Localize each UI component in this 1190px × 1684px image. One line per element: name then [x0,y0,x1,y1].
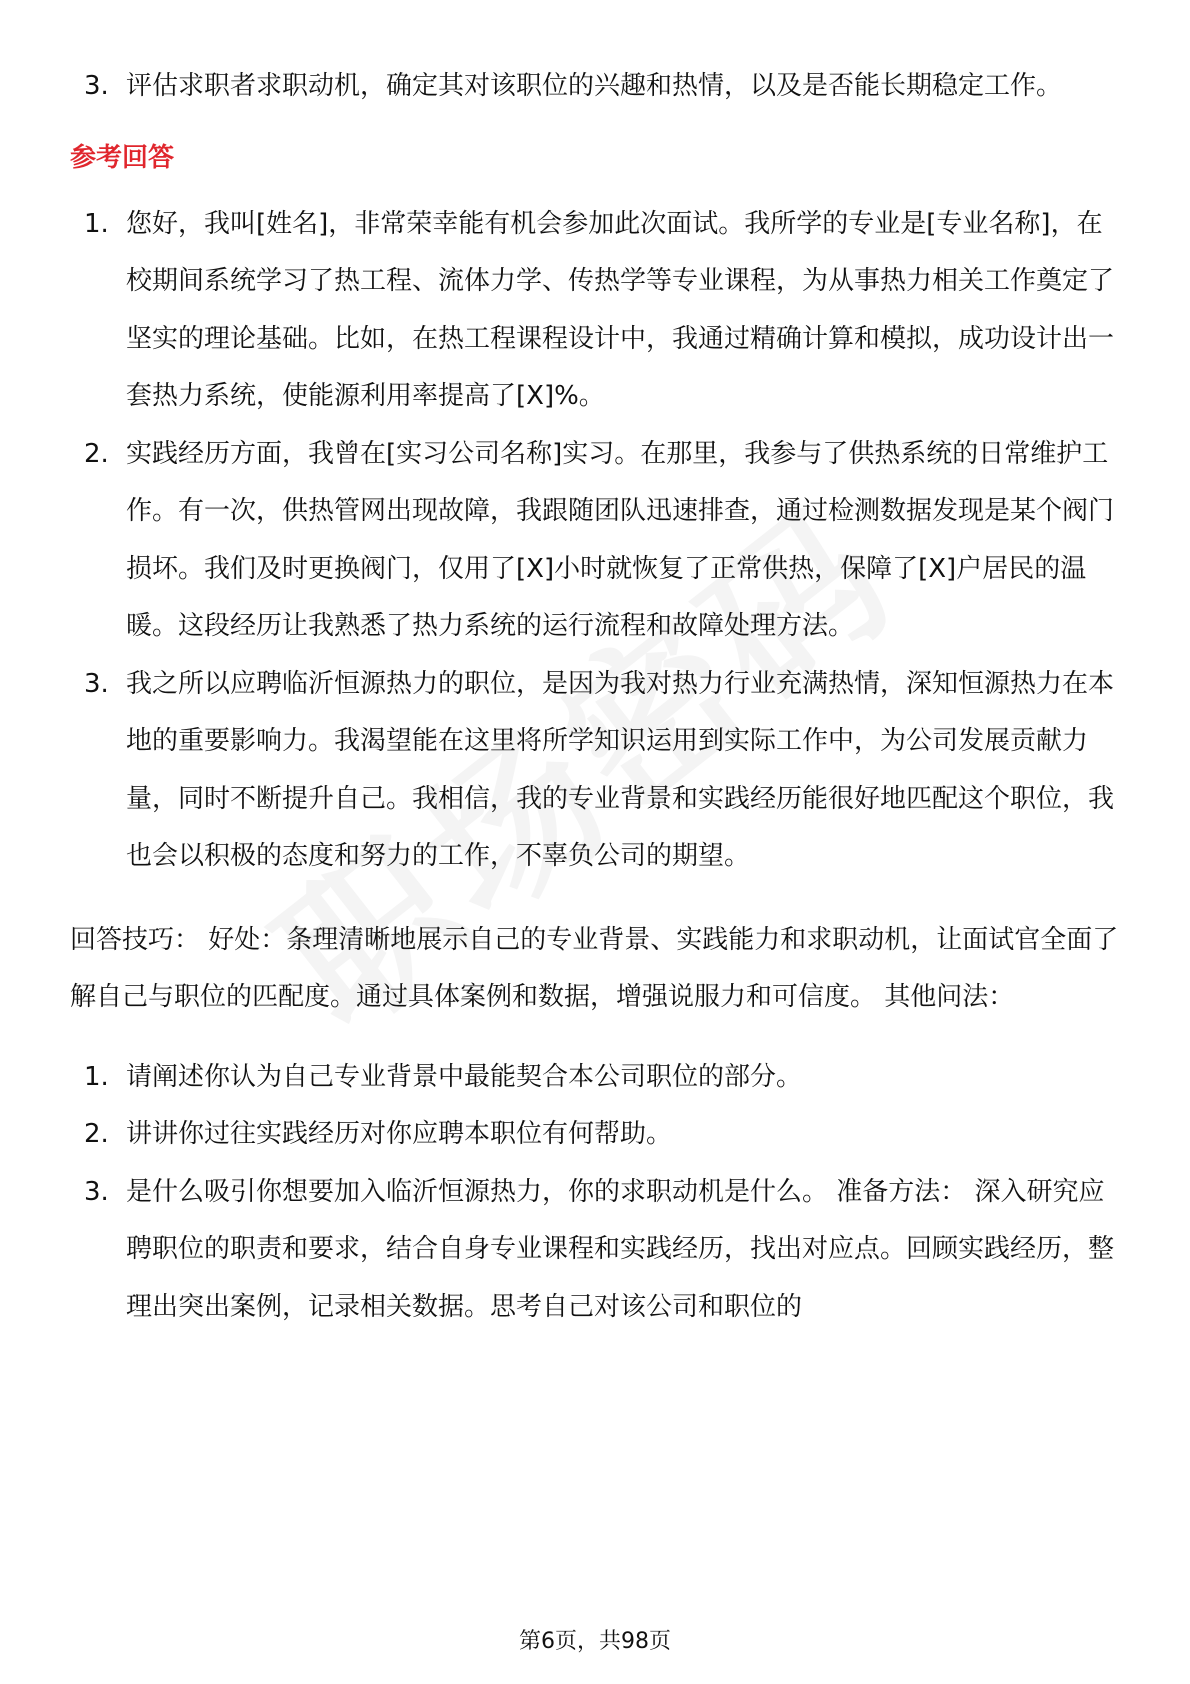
other-questions-list [70,1049,1120,1337]
list-item-number: 3. [84,668,109,699]
page-number: 第6页，共98页 [519,1629,671,1654]
list-item-number: 3. [84,71,109,101]
list-item [70,1106,1120,1164]
tips-paragraph: 回答技巧： 好处：条理清晰地展示自己的专业背景、实践能力和求职动机，让面试官全面了解自己与职位的匹配度。通过具体案例和数据，增强说服力和可信度。 其他问法： [70,924,1119,1012]
list-item-text: 请阐述你认为自己专业背景中最能契合本公司职位的部分。 [126,1061,803,1092]
section-title: 参考回答 [70,142,175,173]
list-item-text: 评估求职者求职动机，确定其对该职位的兴趣和热情，以及是否能长期稳定工作。 [126,71,1063,101]
list-item [70,58,1120,116]
list-item-number: 2. [84,438,109,469]
list-item [70,1049,1120,1107]
list-item-number: 2. [84,1119,109,1149]
list-item-text: 您好，我叫[姓名]，非常荣幸能有机会参加此次面试。我所学的专业是[专业名称]，在校期间系统学习了热工程、流体力学、传热学等专业课程，为从事热力相关工作奠定了坚实的理论基础。比如，在热工程课程设计中，我通过精确计算和模拟，成功设计出一套热力系统，使能源利用率提高了[X]%。 [126,208,1115,411]
list-item [70,656,1120,886]
list-item-text: 实践经历方面，我曾在[实习公司名称]实习。在那里，我参与了供热系统的日常维护工作。有一次，供热管网出现故障，我跟随团队迅速排查，通过检测数据发现是某个阀门损坏。我们及时更换阀门，仅用了[X]小时就恢复了正常供热，保障了[X]户居民的温暖。这段经历让我熟悉了热力系统的运行流程和故障处理方法。 [126,438,1115,641]
list-item [70,426,1120,656]
list-item-number: 3. [84,1176,109,1207]
list-item-text: 是什么吸引你想要加入临沂恒源热力，你的求职动机是什么。 准备方法： 深入研究应聘职位的职责和要求，结合自身专业课程和实践经历，找出对应点。回顾实践经历，整理出突出案例，记录相关数据。思考自己对该公司和职位的 [126,1176,1115,1322]
list-item-number: 1. [84,208,109,239]
list-item [70,1164,1120,1337]
list-item [70,196,1120,426]
list-item-text: 讲讲你过往实践经历对你应聘本职位有何帮助。 [126,1119,673,1149]
intro-list [70,58,1120,116]
list-item-number: 1. [84,1061,109,1092]
page-content [70,58,1120,1336]
page-footer [0,1624,1190,1655]
list-item-text: 我之所以应聘临沂恒源热力的职位，是因为我对热力行业充满热情，深知恒源热力在本地的重要影响力。我渴望能在这里将所学知识运用到实际工作中，为公司发展贡献力量，同时不断提升自己。我相信，我的专业背景和实践经历能很好地匹配这个职位，我也会以积极的态度和努力的工作，不辜负公司的期望。 [126,668,1115,871]
reference-list [70,196,1120,886]
reference-section [70,138,1120,886]
